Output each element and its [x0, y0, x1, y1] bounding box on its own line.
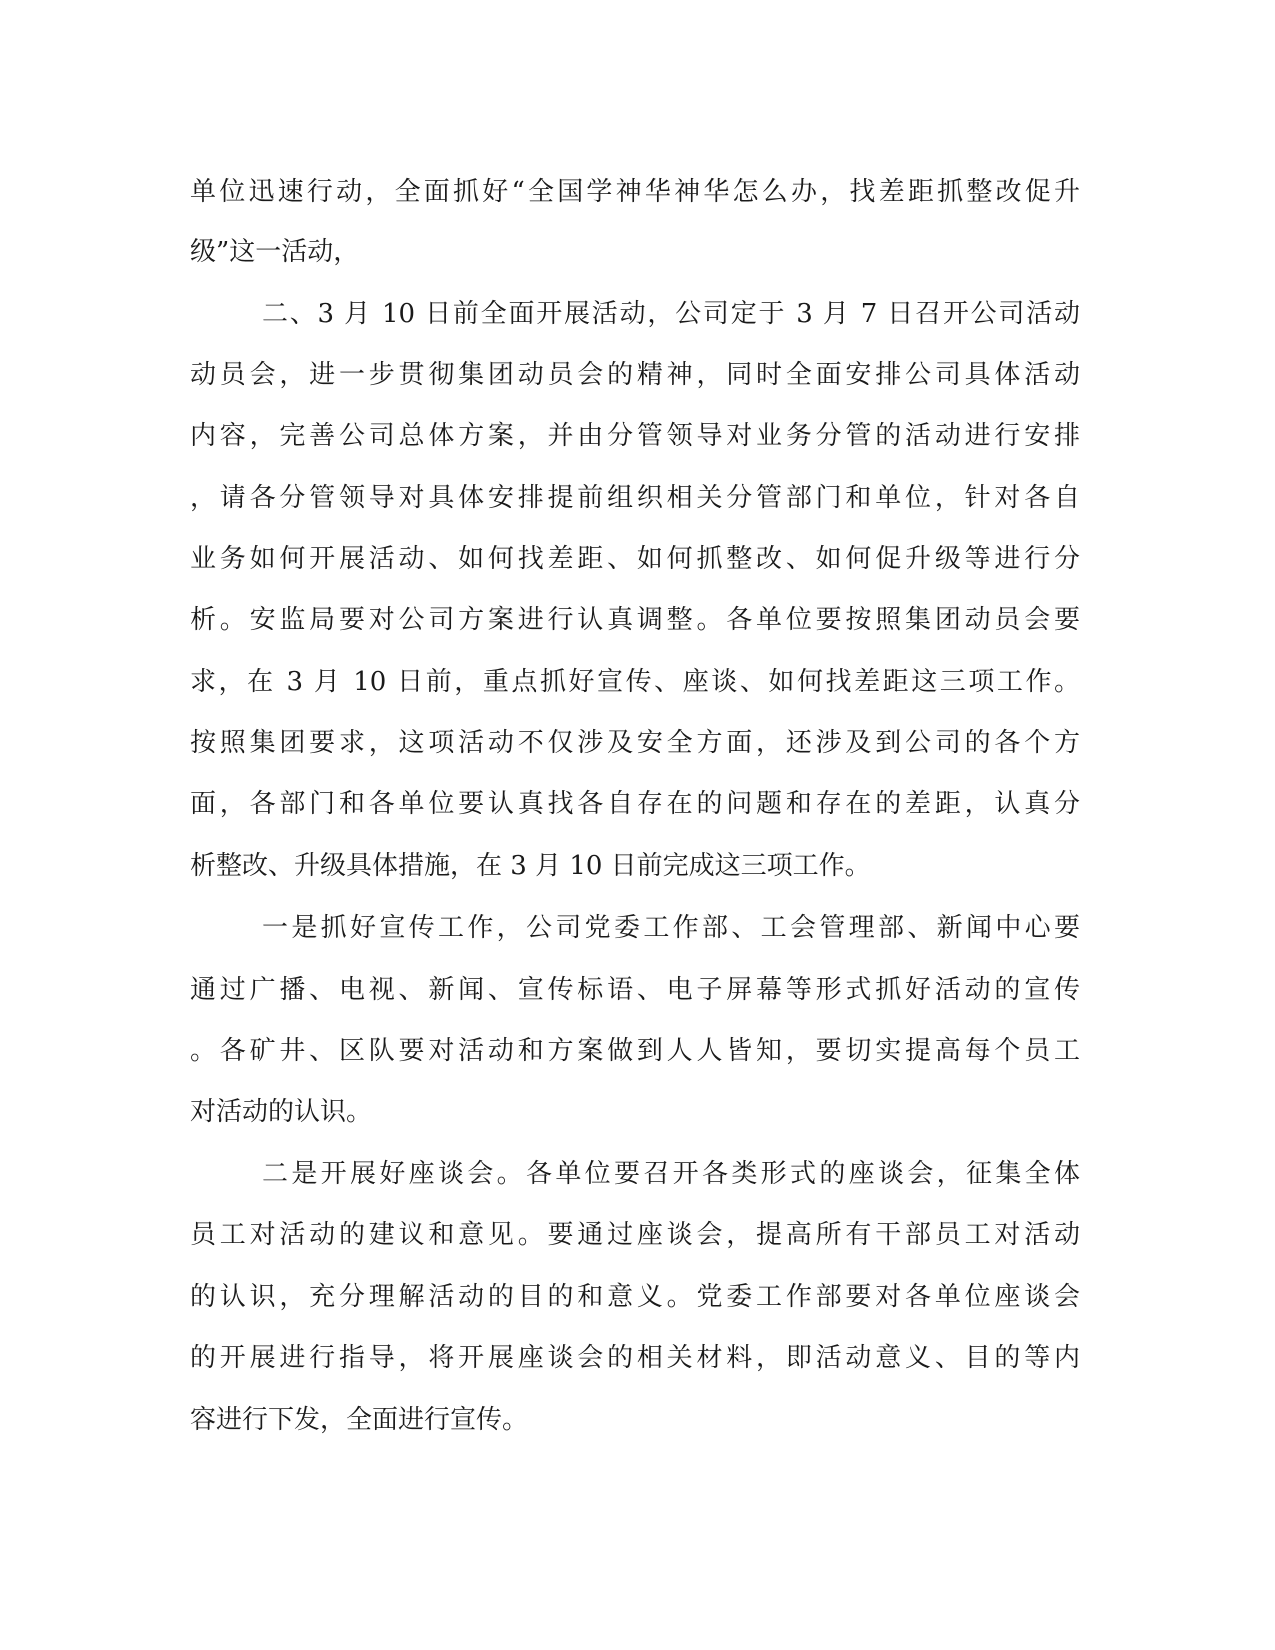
text-line: 动员会，进一步贯彻集团动员会的精神，同时全面安排公司具体活动	[190, 360, 1080, 390]
text-line: 通过广播、电视、新闻、宣传标语、电子屏幕等形式抓好活动的宣传	[190, 975, 1080, 1005]
text-line: 求，在 3 月 10 日前，重点抓好宣传、座谈、如何找差距这三项工作。	[190, 667, 1080, 697]
text-line: 的认识，充分理解活动的目的和意义。党委工作部要对各单位座谈会	[190, 1282, 1080, 1312]
text-line: 的开展进行指导，将开展座谈会的相关材料，即活动意义、目的等内	[190, 1343, 1080, 1373]
text-line: 级”这一活动，	[190, 237, 360, 267]
text-line: 一是抓好宣传工作，公司党委工作部、工会管理部、新闻中心要	[262, 913, 1080, 943]
text-line: 员工对活动的建议和意见。要通过座谈会，提高所有干部员工对活动	[190, 1220, 1080, 1250]
text-line: 析整改、升级具体措施，在 3 月 10 日前完成这三项工作。	[190, 851, 871, 881]
text-line: 面，各部门和各单位要认真找各自存在的问题和存在的差距，认真分	[190, 789, 1080, 819]
text-line: ，请各分管领导对具体安排提前组织相关分管部门和单位，针对各自	[190, 483, 1080, 513]
text-line: 二是开展好座谈会。各单位要召开各类形式的座谈会，征集全体	[262, 1159, 1080, 1189]
text-line: 容进行下发，全面进行宣传。	[190, 1405, 529, 1435]
text-line: 单位迅速行动，全面抓好“全国学神华神华怎么办，找差距抓整改促升	[190, 177, 1080, 207]
text-line: 业务如何开展活动、如何找差距、如何抓整改、如何促升级等进行分	[190, 544, 1080, 574]
text-line: 内容，完善公司总体方案，并由分管领导对业务分管的活动进行安排	[190, 421, 1080, 451]
text-line: 对活动的认识。	[190, 1097, 373, 1127]
text-line: 。各矿井、区队要对活动和方案做到人人皆知，要切实提高每个员工	[190, 1036, 1080, 1066]
text-line: 二、3 月 10 日前全面开展活动，公司定于 3 月 7 日召开公司活动	[262, 299, 1080, 329]
text-line: 按照集团要求，这项活动不仅涉及安全方面，还涉及到公司的各个方	[190, 728, 1080, 758]
text-line: 析。安监局要对公司方案进行认真调整。各单位要按照集团动员会要	[190, 605, 1080, 635]
